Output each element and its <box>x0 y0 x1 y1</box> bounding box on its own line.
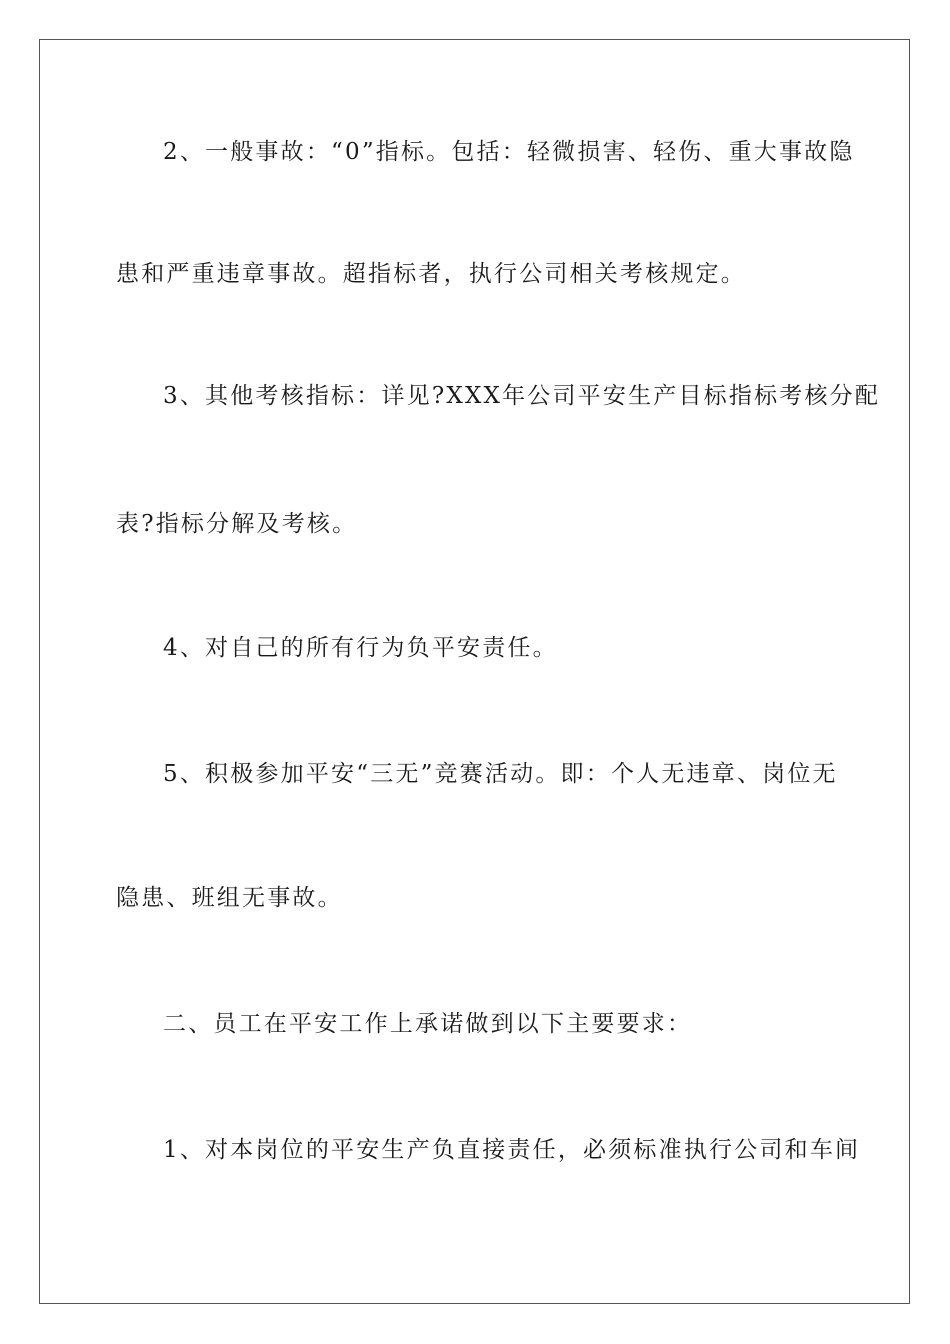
paragraph-line: 3、其他考核指标：详见?XXX年公司平安生产目标指标考核分配 <box>163 383 881 409</box>
paragraph-line: 1、对本岗位的平安生产负直接责任，必须标准执行公司和车间 <box>163 1137 861 1163</box>
paragraph-line: 隐患、班组无事故。 <box>116 885 343 911</box>
paragraph-line: 患和严重违章事故。超指标者，执行公司相关考核规定。 <box>116 261 746 287</box>
page-border <box>39 39 910 1304</box>
paragraph-line: 5、积极参加平安“三无”竞赛活动。即：个人无违章、岗位无 <box>163 761 838 787</box>
paragraph-line: 2、一般事故：“0”指标。包括：轻微损害、轻伤、重大事故隐 <box>163 139 855 165</box>
paragraph-line: 4、对自己的所有行为负平安责任。 <box>163 635 558 661</box>
section-heading: 二、员工在平安工作上承诺做到以下主要要求： <box>163 1011 693 1037</box>
paragraph-line: 表?指标分解及考核。 <box>116 511 358 537</box>
